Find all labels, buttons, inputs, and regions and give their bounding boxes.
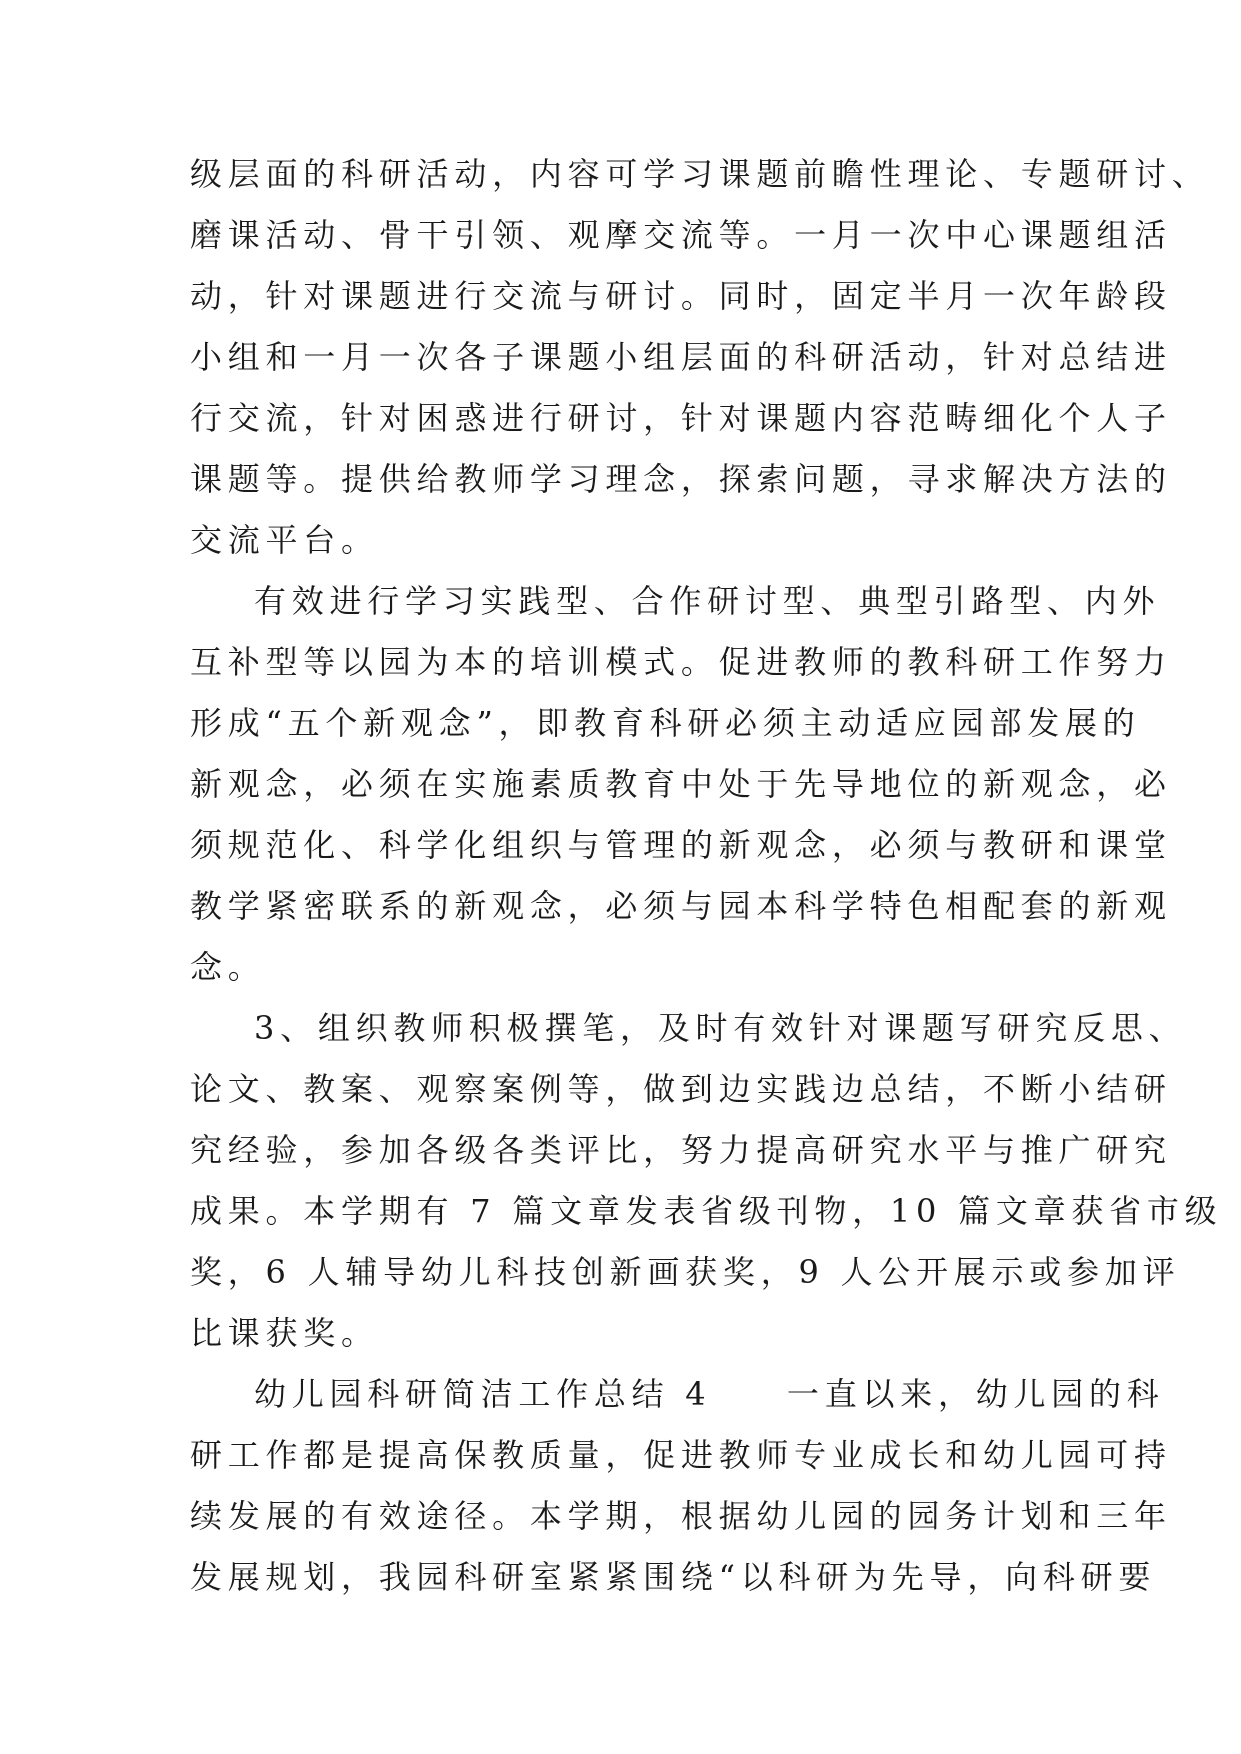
text-line: 互补型等以园为本的培训模式。促进教师的教科研工作努力 bbox=[190, 643, 1172, 681]
text-line: 有效进行学习实践型、合作研讨型、典型引路型、内外 bbox=[254, 582, 1161, 620]
text-line: 新观念，必须在实施素质教育中处于先导地位的新观念，必 bbox=[190, 765, 1172, 803]
text-line: 奖，6 人辅导幼儿科技创新画获奖，9 人公开展示或参加评 bbox=[190, 1253, 1181, 1291]
text-line: 课题等。提供给教师学习理念，探索问题，寻求解决方法的 bbox=[190, 460, 1172, 498]
text-line: 研工作都是提高保教质量，促进教师专业成长和幼儿园可持 bbox=[190, 1436, 1172, 1474]
text-line: 发展规划，我园科研室紧紧围绕“以科研为先导，向科研要 bbox=[190, 1558, 1157, 1596]
text-line: 比课获奖。 bbox=[190, 1314, 379, 1352]
text-line: 动，针对课题进行交流与研讨。同时，固定半月一次年龄段 bbox=[190, 277, 1172, 315]
text-line: 小组和一月一次各子课题小组层面的科研活动，针对总结进 bbox=[190, 338, 1172, 376]
text-line: 成果。本学期有 7 篇文章发表省级刊物，10 篇文章获省市级 bbox=[190, 1192, 1223, 1230]
text-line: 究经验，参加各级各类评比，努力提高研究水平与推广研究 bbox=[190, 1131, 1172, 1169]
text-line: 幼儿园科研简洁工作总结 4 一直以来，幼儿园的科 bbox=[254, 1375, 1165, 1413]
text-line: 念。 bbox=[190, 948, 266, 986]
text-line: 级层面的科研活动，内容可学习课题前瞻性理论、专题研讨、 bbox=[190, 155, 1210, 193]
text-line: 交流平台。 bbox=[190, 521, 379, 559]
text-line: 论文、教案、观察案例等，做到边实践边总结，不断小结研 bbox=[190, 1070, 1172, 1108]
text-line: 形成“五个新观念”，即教育科研必须主动适应园部发展的 bbox=[190, 704, 1141, 742]
text-line: 3、组织教师积极撰笔，及时有效针对课题写研究反思、 bbox=[254, 1009, 1187, 1047]
text-line: 续发展的有效途径。本学期，根据幼儿园的园务计划和三年 bbox=[190, 1497, 1172, 1535]
text-line: 行交流，针对困惑进行研讨，针对课题内容范畴细化个人子 bbox=[190, 399, 1172, 437]
text-line: 须规范化、科学化组织与管理的新观念，必须与教研和课堂 bbox=[190, 826, 1172, 864]
text-line: 磨课活动、骨干引领、观摩交流等。一月一次中心课题组活 bbox=[190, 216, 1172, 254]
text-line: 教学紧密联系的新观念，必须与园本科学特色相配套的新观 bbox=[190, 887, 1172, 925]
